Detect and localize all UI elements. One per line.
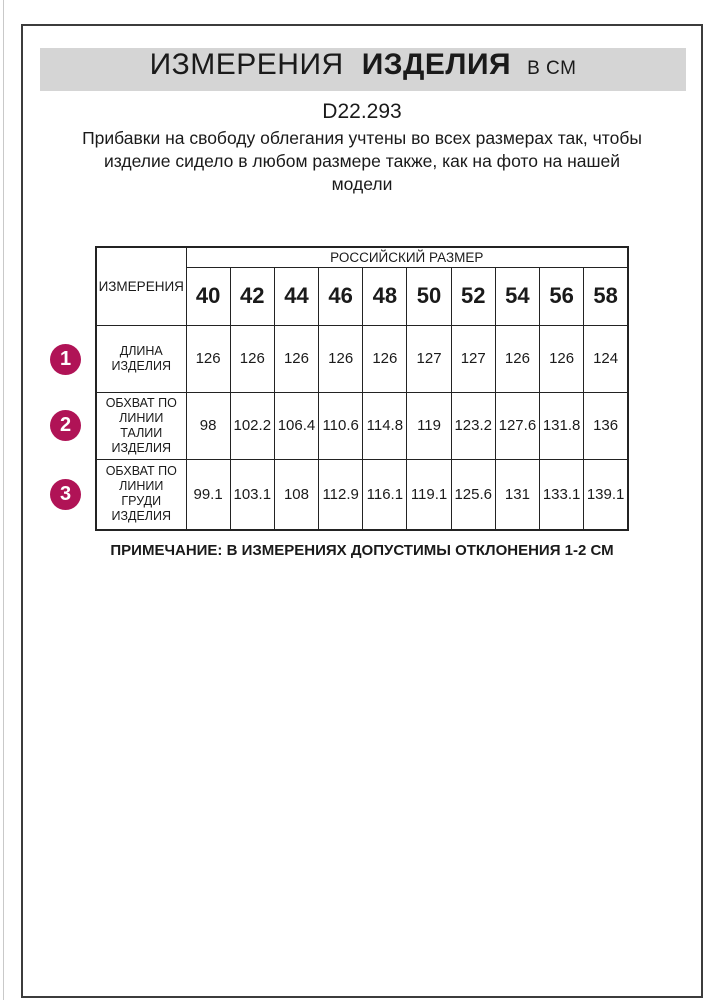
measurement-value: 127 <box>407 325 451 392</box>
size-header-cell: 54 <box>495 267 539 325</box>
group-header-cell: РОССИЙСКИЙ РАЗМЕР <box>186 247 628 267</box>
measurement-label: ДЛИНА ИЗДЕЛИЯ <box>96 325 186 392</box>
measurement-value: 116.1 <box>363 459 407 530</box>
measurement-value: 106.4 <box>274 392 318 459</box>
measurement-value: 127.6 <box>495 392 539 459</box>
size-header-cell: 42 <box>230 267 274 325</box>
measurement-value: 110.6 <box>319 392 363 459</box>
size-header-cell: 52 <box>451 267 495 325</box>
measurement-value: 124 <box>584 325 628 392</box>
row-marker-1: 1 <box>50 344 81 375</box>
measurement-value: 126 <box>540 325 584 392</box>
measurements-table-wrap <box>95 246 629 531</box>
measurement-label: ОБХВАТ ПО ЛИНИИ ТАЛИИ ИЗДЕЛИЯ <box>96 392 186 459</box>
measurements-table <box>95 246 629 531</box>
measurement-value: 126 <box>186 325 230 392</box>
table-row <box>96 392 628 459</box>
group-header-row <box>96 247 628 267</box>
measurement-value: 119 <box>407 392 451 459</box>
measurement-value: 98 <box>186 392 230 459</box>
product-description <box>23 127 701 196</box>
measurement-value: 103.1 <box>230 459 274 530</box>
description-line: Прибавки на свободу облегания учтены во всех размерах так, чтобы <box>82 128 642 148</box>
size-header-cell: 58 <box>584 267 628 325</box>
size-header-cell: 46 <box>319 267 363 325</box>
size-header-cell: 40 <box>186 267 230 325</box>
measurement-value: 125.6 <box>451 459 495 530</box>
measurement-value: 126 <box>230 325 274 392</box>
measurement-value: 126 <box>363 325 407 392</box>
measurement-value: 123.2 <box>451 392 495 459</box>
measurement-value: 102.2 <box>230 392 274 459</box>
description-line: модели <box>331 174 393 194</box>
measurement-value: 136 <box>584 392 628 459</box>
row-marker-3: 3 <box>50 479 81 510</box>
size-header-cell: 48 <box>363 267 407 325</box>
scan-edge-line <box>3 0 4 1000</box>
measurement-value: 131 <box>495 459 539 530</box>
measurement-value: 126 <box>495 325 539 392</box>
corner-header-cell: ИЗМЕРЕНИЯ <box>96 247 186 325</box>
measurement-value: 114.8 <box>363 392 407 459</box>
size-header-cell: 44 <box>274 267 318 325</box>
table-row <box>96 325 628 392</box>
measurement-value: 127 <box>451 325 495 392</box>
measurement-value: 112.9 <box>319 459 363 530</box>
measurement-value: 133.1 <box>540 459 584 530</box>
size-header-cell: 50 <box>407 267 451 325</box>
product-code: D22.293 <box>322 100 402 123</box>
measurement-value: 126 <box>319 325 363 392</box>
size-header-cell: 56 <box>540 267 584 325</box>
measurement-label: ОБХВАТ ПО ЛИНИИ ГРУДИ ИЗДЕЛИЯ <box>96 459 186 530</box>
page-title-unit: В СМ <box>527 58 577 79</box>
row-marker-2: 2 <box>50 410 81 441</box>
measurement-value: 119.1 <box>407 459 451 530</box>
title-band <box>40 48 686 91</box>
measurement-value: 99.1 <box>186 459 230 530</box>
measurement-value: 131.8 <box>540 392 584 459</box>
measurement-value: 126 <box>274 325 318 392</box>
description-line: изделие сидело в любом размере также, как на фото на нашей <box>103 151 621 171</box>
note-text: ПРИМЕЧАНИЕ: В ИЗМЕРЕНИЯХ ДОПУСТИМЫ ОТКЛОНЕНИЯ 1-2 СМ <box>110 542 614 559</box>
page-title-word2: ИЗДЕЛИЯ <box>361 48 512 81</box>
measurement-value: 108 <box>274 459 318 530</box>
measurement-value: 139.1 <box>584 459 628 530</box>
table-row <box>96 459 628 530</box>
page-frame <box>21 24 703 998</box>
page-title-word1: ИЗМЕРЕНИЯ <box>149 48 344 81</box>
